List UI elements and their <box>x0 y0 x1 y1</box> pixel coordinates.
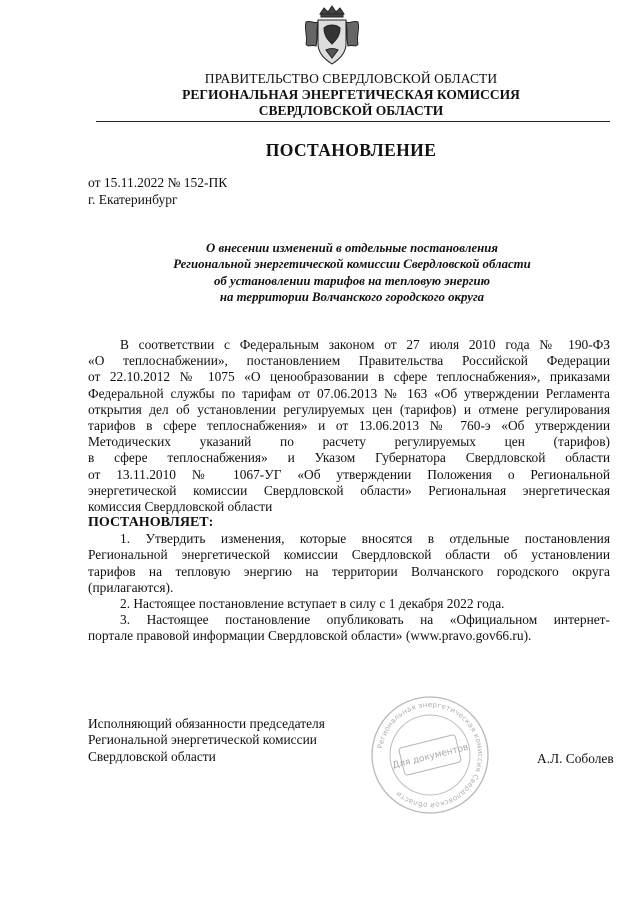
stamp-center-text: Для документов <box>391 742 470 772</box>
item-line: портале правовой информации Свердловской области» (www.pravo.gov66.ru). <box>88 628 532 644</box>
preamble-line: открытия дел об установлении регулируемых цен (тарифов) и отмене регулирования <box>88 401 610 417</box>
document-body <box>88 337 610 645</box>
item-line: Региональной энергетической комиссии Свердловской области об установлении <box>88 547 610 563</box>
subject-line: О внесении изменений в отдельные постановления <box>206 241 498 255</box>
document-date-number: от 15.11.2022 № 152-ПК <box>88 175 228 190</box>
item-line: 1. Утвердить изменения, которые вносятся в отдельные постановления <box>120 531 610 547</box>
coat-of-arms-icon <box>302 4 362 68</box>
preamble-line: от 22.10.2012 № 1075 «О ценообразовании в сфере теплоснабжения», приказами <box>88 369 610 385</box>
item-line: (прилагаются). <box>88 579 174 595</box>
subject-line: на территории Волчанского городского округа <box>219 290 485 305</box>
header-region: СВЕРДЛОВСКОЙ ОБЛАСТИ <box>258 103 444 118</box>
preamble-line: от 13.11.2010 № 1067-УГ «Об утверждении Положения о Региональной <box>88 466 610 482</box>
preamble-line: комиссия Свердловской области <box>88 499 273 515</box>
decree-word: ПОСТАНОВЛЯЕТ: <box>88 515 214 531</box>
preamble-line: в сфере теплоснабжения» и Указом Губернатора Свердловской области <box>88 450 610 466</box>
item-line: 2. Настоящее постановление вступает в силу с 1 декабря 2022 года. <box>120 596 505 612</box>
preamble-line: Федеральной службы по тарифам от 07.06.2013 № 163 «Об утверждении Регламента <box>88 385 610 401</box>
document-title: ПОСТАНОВЛЕНИЕ <box>265 140 437 160</box>
subject-line: Региональной энергетической комиссии Свердловской области <box>173 257 531 272</box>
item-line: тарифов на тепловую энергию на территории Волчанского городского округа <box>88 563 610 579</box>
signature-position <box>88 716 325 765</box>
subject-line: об установлении тарифов на тепловую энергию <box>214 273 490 288</box>
preamble-line: В соответствии с Федеральным законом от 27 июля 2010 года № 190-ФЗ <box>120 337 610 352</box>
header-government: ПРАВИТЕЛЬСТВО СВЕРДЛОВСКОЙ ОБЛАСТИ <box>204 71 498 86</box>
preamble-line: Методических указаний по расчету регулируемых цен (тарифов) <box>88 434 610 450</box>
official-stamp <box>368 693 492 817</box>
header-divider <box>96 121 610 122</box>
header-commission: РЕГИОНАЛЬНАЯ ЭНЕРГЕТИЧЕСКАЯ КОМИССИЯ <box>182 87 520 102</box>
preamble-line: «О теплоснабжении», постановлением Правительства Российской Федерации <box>88 353 610 369</box>
signature-position-line: Свердловской области <box>88 748 216 764</box>
item-line: 3. Настоящее постановление опубликовать на «Официальном интернет- <box>120 612 610 628</box>
signature-position-line: Исполняющий обязанности председателя <box>88 716 325 731</box>
document-city: г. Екатеринбург <box>88 192 178 207</box>
signatory-name: А.Л. Соболев <box>537 751 614 766</box>
signature-position-line: Региональной энергетической комиссии <box>88 732 317 748</box>
stamp-ring-text: Региональная энергетическая комиссия Свердловской области <box>375 699 486 811</box>
preamble-line: энергетической комиссии Свердловской области» Региональная энергетическая <box>88 482 610 498</box>
preamble-line: тарифов в сфере теплоснабжения» и от 13.06.2013 № 760-э «Об утверждении <box>88 418 610 434</box>
document-subject <box>96 240 608 306</box>
